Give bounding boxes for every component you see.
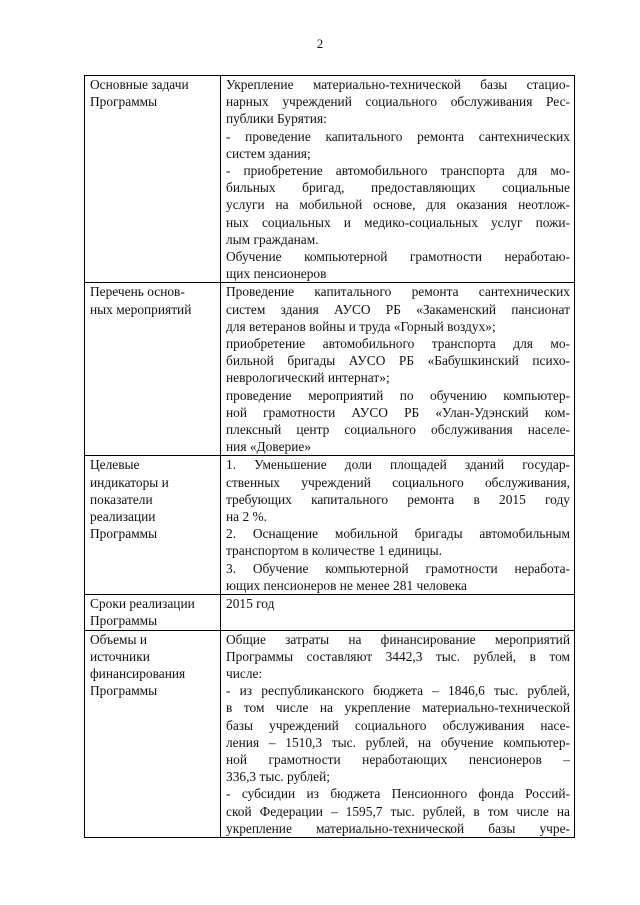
row-content-line: 3. Обучение компьютерной грамотности неработа- <box>226 560 570 576</box>
row-content-line: Обучение компьютерной грамотности неработаю- <box>226 249 570 265</box>
row-label-line: Программы <box>90 526 158 542</box>
row-content-line: транспортом в количестве 1 единицы. <box>226 543 442 559</box>
row-label-cell <box>85 76 221 283</box>
row-content-line: ской Федерации – 1595,7 тыс. рублей, в том числе на <box>226 803 570 819</box>
row-label-line: Объемы и <box>90 631 148 647</box>
row-content-line: для ветеранов войны и труда «Горный воздух»; <box>226 318 496 334</box>
row-content-line: на 2 %. <box>226 509 268 525</box>
row-content-cell <box>221 630 575 837</box>
row-content-line: Программы составляют 3442,3 тыс. рублей, в том <box>226 648 570 664</box>
table-row-target-indicators <box>85 456 575 595</box>
row-label-line: реализации <box>90 509 156 525</box>
row-content-line: ственных учреждений социального обслуживания, <box>226 474 570 490</box>
row-content-line: щих пенсионеров <box>226 266 327 282</box>
table-row-activities-list <box>85 283 575 456</box>
row-label-line: источники <box>90 648 150 664</box>
row-label-line: ных мероприятий <box>90 301 192 317</box>
row-content-line: ной грамотности неработающих пенсионеров – <box>226 751 570 767</box>
row-content-line: ной грамотности АУСО РБ «Улан-Удэнский ком- <box>226 404 570 420</box>
row-content-line: систем здания АУСО РБ «Закаменский пансионат <box>226 301 570 317</box>
row-content-line: приобретение автомобильного транспорта для мо- <box>226 336 570 352</box>
row-content-line: бильной бригады АУСО РБ «Бабушкинский психо- <box>226 353 570 369</box>
row-label-line: индикаторы и <box>90 474 169 490</box>
row-content-line: числе: <box>226 665 263 681</box>
row-content-line: публики Бурятия: <box>226 111 327 127</box>
row-label-line: показатели <box>90 491 153 507</box>
row-label-line: Перечень основ- <box>90 284 185 300</box>
row-content-line: 2015 год <box>226 596 275 612</box>
row-content-line: бильных бригад, предоставляющих социальные <box>226 180 570 196</box>
row-content-line: нарных учреждений социального обслуживания Рес- <box>226 94 570 110</box>
row-content-cell <box>221 595 575 630</box>
table-row-timeframe <box>85 595 575 630</box>
row-label-cell <box>85 456 221 595</box>
row-content-line: услуги на мобильной основе, для оказания неотлож- <box>226 197 570 213</box>
row-content-line: в том числе на укрепление материально-технической <box>226 700 570 716</box>
row-content-line: ления – 1510,3 тыс. рублей, на обучение компьютер- <box>226 734 570 750</box>
row-label-line: Программы <box>90 613 158 629</box>
table-row-funding <box>85 630 575 837</box>
row-content-cell <box>221 76 575 283</box>
row-content-line: Проведение капитального ремонта сантехнических <box>226 284 570 300</box>
row-label-line: Программы <box>90 94 158 110</box>
row-content-cell <box>221 456 575 595</box>
row-label-line: Сроки реализации <box>90 596 195 612</box>
row-content-line: систем здания; <box>226 145 311 161</box>
row-content-line: 1. Уменьшение доли площадей зданий государ- <box>226 457 570 473</box>
row-content-line: ющих пенсионеров не менее 281 человека <box>226 577 467 593</box>
row-content-line: 2. Оснащение мобильной бригады автомобильным <box>226 526 570 542</box>
row-content-line: - проведение капитального ремонта сантехнических <box>226 128 570 144</box>
row-content-line: Укрепление материально-технической базы стацио- <box>226 77 570 92</box>
row-content-line: требующих капитального ремонта в 2015 году <box>226 491 570 507</box>
row-content-line: Общие затраты на финансирование мероприятий <box>226 631 570 647</box>
row-label-line: Программы <box>90 683 158 699</box>
row-content-line: неврологический интернат»; <box>226 370 390 386</box>
row-label-line: финансирования <box>90 665 186 681</box>
row-content-line: лым гражданам. <box>226 231 319 247</box>
row-content-line: - приобретение автомобильного транспорта для мо- <box>226 163 570 179</box>
row-content-cell <box>221 283 575 456</box>
passport-table-body <box>85 76 575 838</box>
row-label-line: Целевые <box>90 457 140 473</box>
row-content-line: - субсидии из бюджета Пенсионного фонда Россий- <box>226 786 570 802</box>
page-number: 2 <box>316 36 324 51</box>
row-content-line: проведение мероприятий по обучению компьютер- <box>226 387 570 403</box>
row-content-line: 336,3 тыс. рублей; <box>226 769 330 785</box>
row-content-line: укрепление материально-технической базы учре- <box>226 820 570 836</box>
row-label-cell <box>85 283 221 456</box>
row-content-line: ния «Доверие» <box>226 439 312 455</box>
table-row-main-tasks <box>85 76 575 283</box>
row-content-line: ных социальных и медико-социальных услуг пожи- <box>226 214 570 230</box>
row-content-line: плексный центр социального обслуживания населе- <box>226 422 570 438</box>
row-content-line: базы учреждений социального обслуживания насе- <box>226 717 570 733</box>
row-label-cell <box>85 595 221 630</box>
row-label-line: Основные задачи <box>90 77 189 92</box>
row-content-line: - из республиканского бюджета – 1846,6 тыс. рублей, <box>226 683 570 699</box>
program-passport-table <box>84 75 575 838</box>
row-label-cell <box>85 630 221 837</box>
